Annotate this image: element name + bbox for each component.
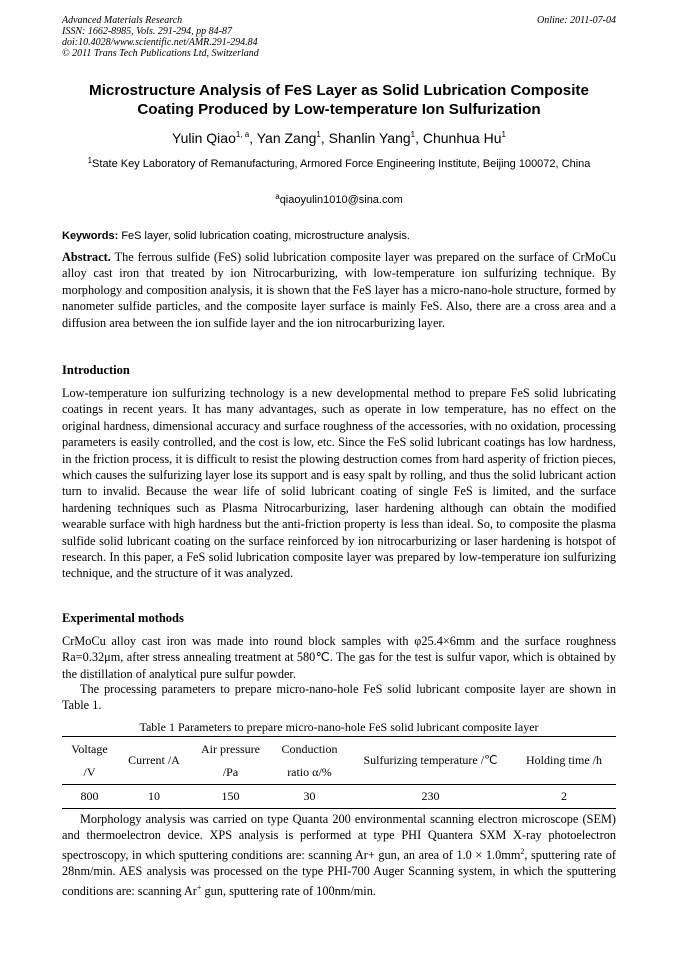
morphology-text: , sputtering rate of 28nm/min. AES analysis was processed on the type PHI-700 Auger Scanning system, in which the sputtering conditions are: scanning Ar — [62, 847, 617, 898]
abstract-text: The ferrous sulfide (FeS) solid lubrication composite layer was prepared on the surface of CrMoCu alloy cast iron that treated by ion Nitrocarburizing, with low-temperature ion sulfurizing technique. By morphology and composition analysis, it is shown that the FeS layer has a micro-nano-hole structure, formed by nanometer sulfide particles, and the composite layer surface is mainly FeS. Also, there are a cross area and a diffusion area between the ion sulfide layer and the ion nitrocarburizing layer. — [62, 250, 616, 330]
affiliation — [62, 156, 616, 172]
table-cell: 800 — [62, 785, 117, 809]
table-header-cell: Current /A — [117, 737, 191, 785]
author-name: Yulin Qiao — [172, 130, 236, 146]
table-cell: 230 — [349, 785, 512, 809]
experimental-heading: Experimental mothods — [62, 611, 184, 625]
affiliation-mark: 1 — [87, 156, 93, 165]
morphology-paragraph — [62, 811, 616, 899]
table-header-cell: /Pa — [222, 765, 239, 779]
table-cell: 2 — [512, 785, 616, 809]
paper-title: Microstructure Analysis of FeS Layer as Solid Lubrication Composite Coating Produced by Low-temperature Ion Sulfurization — [89, 82, 589, 118]
author-name: Shanlin Yang — [328, 130, 411, 146]
email-address[interactable]: qiaoyulin1010@sina.com — [279, 194, 403, 206]
table-cell: 30 — [270, 785, 349, 809]
online-date: Online: 2011-07-04 — [537, 15, 616, 26]
issn: ISSN: 1662-8985, Vols. 291-294, pp 84-87 — [62, 26, 232, 37]
journal-header — [62, 15, 616, 59]
morphology-text: gun, sputtering rate of 100nm/min. — [201, 883, 376, 898]
parameters-table — [62, 736, 616, 809]
author-name: Yan Zang — [256, 130, 317, 146]
experimental-paragraph: CrMoCu alloy cast iron was made into round block samples with φ25.4×6mm and the surface roughness Ra=0.32μm, after stress annealing treatment at 580℃. The gas for the test is sulfur vapor, which is obtained by the distillation of analytical pure sulfur powder. — [62, 634, 616, 681]
table-row — [62, 785, 616, 809]
table-caption: Table 1 Parameters to prepare micro-nano-hole FeS solid lubricant composite layer — [139, 720, 539, 734]
abstract — [62, 249, 616, 331]
author-mark: 1, a — [235, 130, 250, 139]
keywords — [62, 228, 616, 244]
table-header-cell: ratio α/% — [287, 765, 332, 779]
doi: doi:10.4028/www.scientific.net/AMR.291-294.84 — [62, 37, 258, 48]
table-cell: 150 — [191, 785, 270, 809]
introduction-text: Low-temperature ion sulfurizing technology is a new developmental method to prepare FeS solid lubricating coatings in recent years. It has many advantages, such as operate in low temperature, has no effect on the original hardness, dimensional accuracy and surface roughness of the accessories, with no oxidation, processing parameters is easily controlled, and the cost is low, etc. Since the FeS solid lubricant coatings has low hardness, in the friction process, it is difficult to resist the plowing destruction comes from hard asperity of friction pieces, which causes the sulfurizing layer lose its support and is easy spalt by rolling, and thus the solid lubricant action turn to invalid. Because the wear life of solid lubricant coating of single FeS is limited, and the surface hardening techniques such as Plasma Nitrocarburizing, laser hardening although can obtain the modified wearable surface with high hardness but the anti-friction property is less than ideal. So, to composite the plasma sulfide solid lubricant coating on the surface reinforced by ion nitrocarburizing or laser hardening is hotspot of research. In this paper, a FeS solid lubrication composite layer was prepared by low-temperature ion sulfurizing technique, and the structure of it was analyzed. — [62, 386, 616, 581]
table-header-row — [62, 737, 616, 762]
table-header-cell: Holding time /h — [512, 737, 616, 785]
experimental-paragraph: The processing parameters to prepare micro-nano-hole FeS solid lubricant composite layer are shown in Table 1. — [62, 682, 616, 713]
superscript: + — [196, 882, 202, 892]
email-mark: a — [275, 192, 280, 201]
copyright: © 2011 Trans Tech Publications Ltd, Switzerland — [62, 48, 259, 59]
table-header-cell: Sulfurizing temperature /℃ — [349, 737, 512, 785]
email — [62, 192, 616, 208]
table-header-cell: Air pressure — [191, 737, 270, 762]
journal-name: Advanced Materials Research — [62, 15, 183, 26]
abstract-label: Abstract. — [62, 250, 111, 264]
morphology-text: Morphology analysis was carried on type Quanta 200 environmental scanning electron microscope (SEM) and thermoelectron device. XPS analysis is performed at type PHI Quantera SXM X-ray photoelectron spectroscopy, in which sputtering conditions are: scanning Ar+ gun, an area of 1.0 × 1.0mm — [62, 812, 616, 862]
affiliation-text: State Key Laboratory of Remanufacturing, Armored Force Engineering Institute, Beijing 100072, China — [92, 158, 591, 170]
author-mark: 1 — [501, 130, 506, 139]
author-list: Yulin Qiao$^{1, a}$, Yan Zang$^1$, Shanlin Yang$^1$, Chunhua Hu$^1$ — [172, 130, 506, 146]
author-name: Chunhua Hu — [422, 130, 502, 146]
introduction-heading: Introduction — [62, 363, 130, 377]
superscript: 2 — [520, 846, 525, 856]
author-mark: 1 — [316, 130, 321, 139]
author-mark: 1 — [410, 130, 416, 139]
table-header-cell: Voltage — [62, 737, 117, 762]
table-cell: 10 — [117, 785, 191, 809]
table-header-cell: /V — [83, 765, 96, 779]
table-header-cell: Conduction — [270, 737, 349, 762]
keywords-text: FeS layer, solid lubrication coating, microstructure analysis. — [121, 230, 410, 242]
keywords-label: Keywords: — [62, 230, 119, 242]
